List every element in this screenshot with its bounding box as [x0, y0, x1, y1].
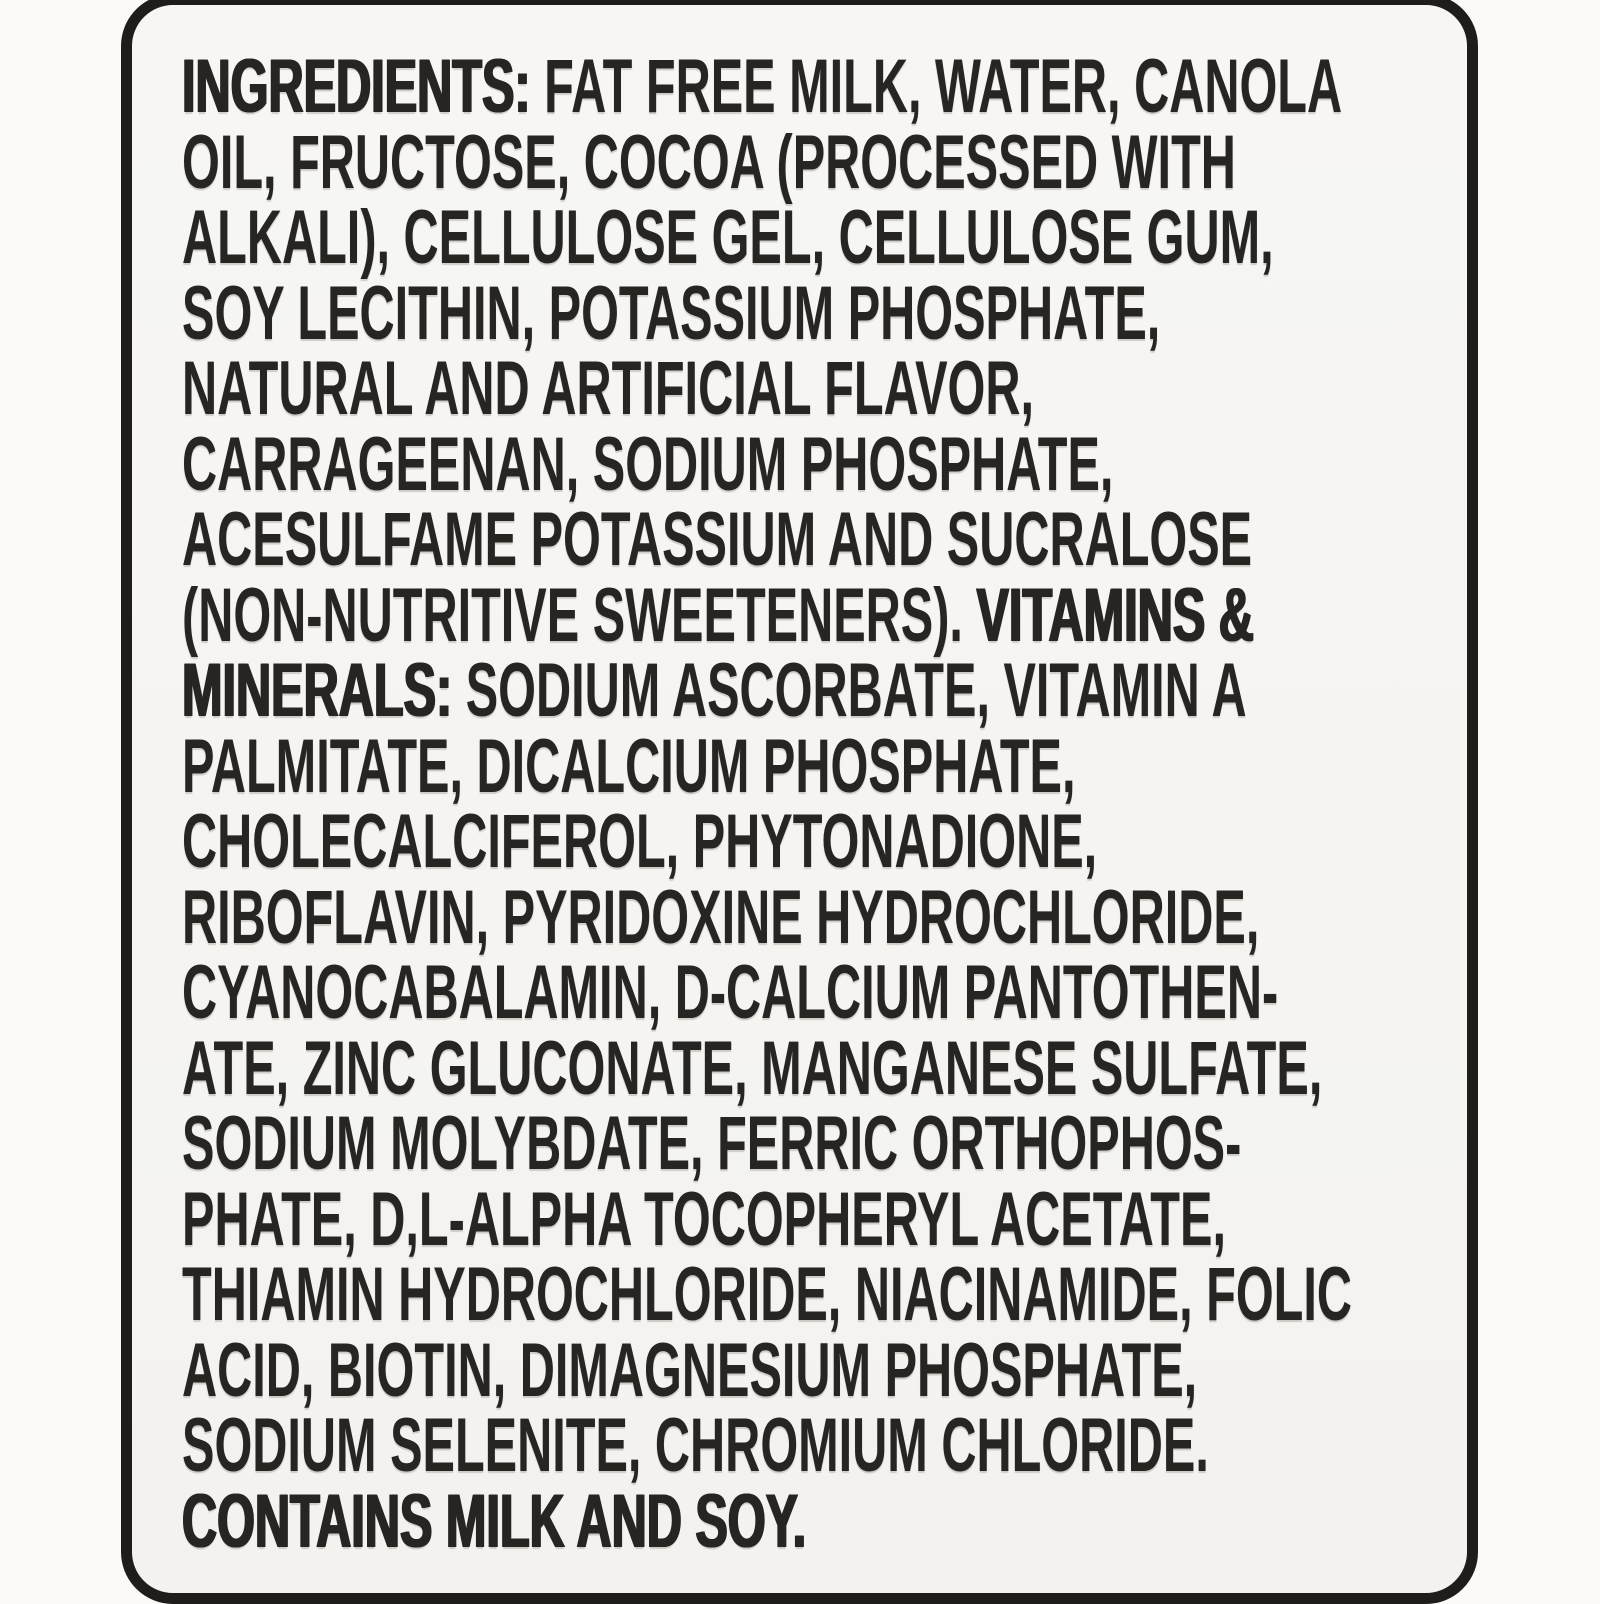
label-text-segment: FAT FREE MILK, WATER, CANOLA [544, 44, 1343, 129]
label-text-segment: PALMITATE, DICALCIUM PHOSPHATE, [182, 723, 1076, 809]
label-line [182, 44, 1352, 129]
label-text-segment: CARRAGEENAN, SODIUM PHOSPHATE, [182, 421, 1114, 507]
label-text-segment: OIL, FRUCTOSE, COCOA (PROCESSED WITH [182, 119, 1236, 205]
label-line [182, 874, 1352, 960]
ingredients-label [121, 0, 1478, 1604]
label-heading-segment: CONTAINS MILK AND SOY. [182, 1478, 807, 1564]
label-text-segment: ACESULFAME POTASSIUM AND SUCRALOSE [182, 497, 1253, 582]
label-line [182, 346, 1352, 431]
label-line [182, 572, 1352, 658]
label-line [182, 1478, 1352, 1564]
label-text-segment: SODIUM MOLYBDATE, FERRIC ORTHOPHOS- [182, 1101, 1242, 1186]
label-line [182, 1101, 1352, 1186]
label-text-segment: SODIUM ASCORBATE, VITAMIN A [465, 648, 1247, 733]
label-line [182, 799, 1352, 884]
label-text-segment: ATE, ZINC GLUCONATE, MANGANESE SULFATE, [182, 1025, 1323, 1111]
label-text-segment: THIAMIN HYDROCHLORIDE, NIACINAMIDE, FOLIC [182, 1252, 1353, 1337]
label-line [182, 195, 1352, 280]
label-heading-segment: MINERALS: [182, 648, 466, 733]
label-text-segment: SOY LECITHIN, POTASSIUM PHOSPHATE, [182, 270, 1161, 356]
label-text-segment: ACID, BIOTIN, DIMAGNESIUM PHOSPHATE, [182, 1327, 1198, 1413]
label-line [182, 270, 1352, 356]
label-text-segment: NATURAL AND ARTIFICIAL FLAVOR, [182, 346, 1035, 431]
label-text-segment: RIBOFLAVIN, PYRIDOXINE HYDROCHLORIDE, [182, 874, 1260, 960]
label-heading-segment: INGREDIENTS: [182, 44, 545, 129]
label-text-segment: CYANOCABALAMIN, D-CALCIUM PANTOTHEN- [182, 950, 1279, 1035]
label-line [182, 1025, 1352, 1111]
label-text-segment: SODIUM SELENITE, CHROMIUM CHLORIDE. [182, 1403, 1209, 1488]
label-line [182, 950, 1352, 1035]
label-line [182, 1176, 1352, 1262]
label-line [182, 119, 1352, 205]
label-line [182, 723, 1352, 809]
label-line [182, 421, 1352, 507]
label-line [182, 1252, 1353, 1337]
ingredients-text [182, 44, 1353, 1564]
label-line [182, 497, 1352, 582]
label-text-segment: CHOLECALCIFEROL, PHYTONADIONE, [182, 799, 1098, 884]
label-line [182, 1327, 1352, 1413]
label-line [182, 648, 1352, 733]
label-text-segment: PHATE, D,L-ALPHA TOCOPHERYL ACETATE, [182, 1176, 1226, 1262]
label-heading-segment: VITAMINS & [976, 572, 1254, 658]
label-line [182, 1403, 1352, 1488]
label-text-segment: ALKALI), CELLULOSE GEL, CELLULOSE GUM, [182, 195, 1274, 280]
label-text-segment: (NON-NUTRITIVE SWEETENERS). [182, 572, 977, 658]
